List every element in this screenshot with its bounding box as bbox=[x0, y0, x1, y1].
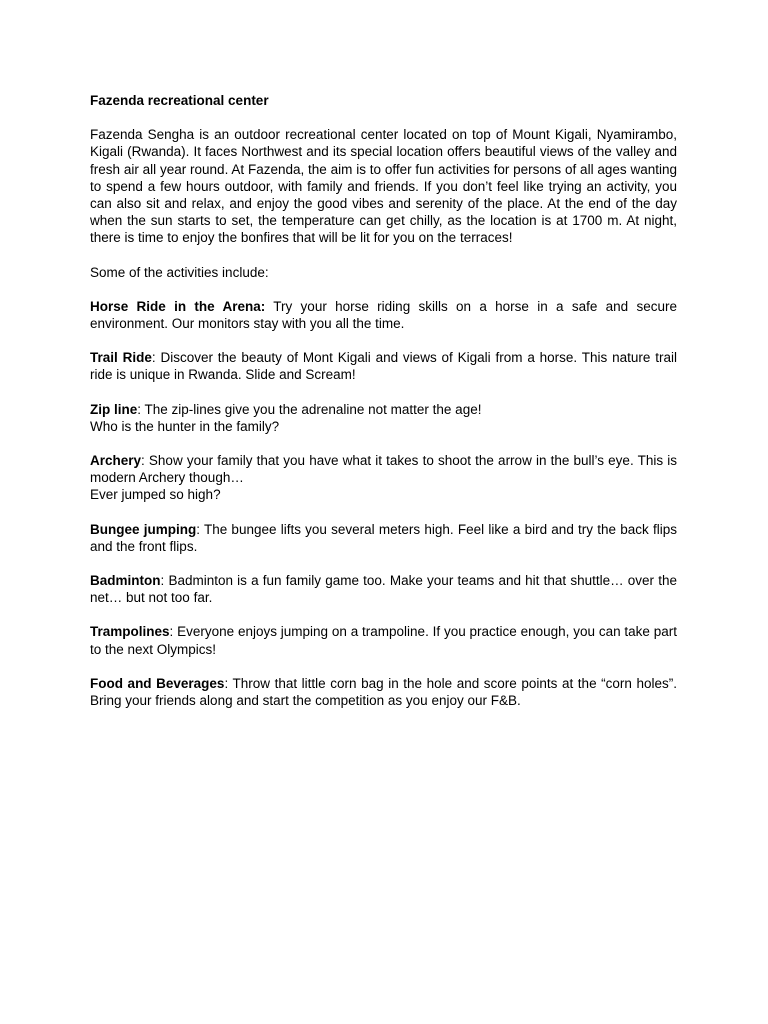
activity-extra-line: Who is the hunter in the family? bbox=[90, 418, 280, 434]
document-title: Fazenda recreational center bbox=[90, 93, 269, 108]
activity-text: : Throw that little corn bag in the hole and score points at the “corn holes”. Bring your friends along and start the competition as you enjoy our F&B. bbox=[90, 675, 677, 709]
activity-text: : Badminton is a fun family game too. Make your teams and hit that shuttle… over the net… but not too far. bbox=[90, 573, 677, 606]
activity-trail-ride bbox=[90, 349, 677, 383]
activity-term: Trail Ride bbox=[90, 350, 152, 366]
activity-term: Food and Beverages bbox=[90, 675, 225, 691]
activity-zip-line bbox=[90, 401, 677, 435]
activity-term: Bungee jumping bbox=[90, 521, 197, 537]
activity-line bbox=[90, 401, 677, 418]
intro-paragraph: Fazenda Sengha is an outdoor recreational center located on top of Mount Kigali, Nyamirambo, Kigali (Rwanda). It faces Northwest and its special location offers beautiful views of the valley and fresh air all year round. At Fazenda, the aim is to offer fun activities for persons of all ages wanting to spend a few hours outdoor, with family and friends. If you don’t feel like trying an activity, you can also sit and relax, and enjoy the good vibes and serenity of the place. At the end of the day when the sun starts to set, the temperature can get chilly, as the location is at 1700 m. At night, there is time to enjoy the bonfires that will be lit for you on the terraces! bbox=[90, 127, 677, 246]
activities-intro: Some of the activities include: bbox=[90, 264, 269, 280]
activity-term: Trampolines bbox=[90, 624, 170, 640]
activity-text: : The zip-lines give you the adrenaline not matter the age! bbox=[137, 401, 482, 417]
activity-text: : Everyone enjoys jumping on a trampoline. If you practice enough, you can take part to the next Olympics! bbox=[90, 624, 677, 657]
activity-trampolines bbox=[90, 623, 677, 657]
activity-extra-line: Ever jumped so high? bbox=[90, 487, 221, 503]
activity-bungee-jumping bbox=[90, 521, 677, 555]
activity-food-beverages bbox=[90, 675, 677, 709]
activity-text: : Discover the beauty of Mont Kigali and views of Kigali from a horse. This nature trail ride is unique in Rwanda. Slide and Scream! bbox=[90, 350, 677, 383]
activity-term: Zip line bbox=[90, 401, 138, 417]
activity-term: Archery bbox=[90, 453, 142, 469]
activity-archery bbox=[90, 452, 677, 504]
activity-badminton bbox=[90, 572, 677, 606]
activity-horse-ride bbox=[90, 298, 677, 332]
activity-text: Try your horse riding skills on a horse in a safe and secure environment. Our monitors stay with you all the time. bbox=[90, 298, 677, 332]
activity-term: Badminton bbox=[90, 573, 161, 589]
activity-text: : The bungee lifts you several meters high. Feel like a bird and try the back flips and the front flips. bbox=[90, 521, 677, 554]
activity-text: : Show your family that you have what it takes to shoot the arrow in the bull’s eye. This is modern Archery though… bbox=[90, 453, 677, 486]
activity-term: Horse Ride in the Arena: bbox=[90, 298, 266, 314]
document-page bbox=[90, 92, 677, 726]
